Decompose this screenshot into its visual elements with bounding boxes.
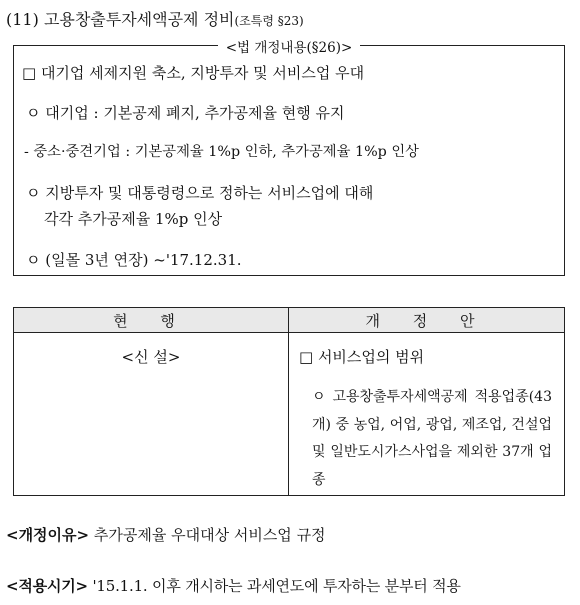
amendment-legend: <법 개정내용(§26)> [14,36,564,56]
amendment-item: ㅇ 대기업 : 기본공제 폐지, 추가공제율 현행 유지 [26,104,345,122]
amendment-item: □ 대기업 세제지원 축소, 지방투자 및 서비스업 우대 [22,64,365,82]
table-header [14,308,564,333]
amendment-item: ㅇ (일몰 3년 연장) ~'17.12.31. [26,251,242,269]
proposed-body: ㅇ 고용창출투자세액공제 적용업종(43개) 중 농업, 어업, 광업, 제조업, 건설업 및 일반도시가스사업을 제외한 37개 업종 [312,389,552,488]
reason-line [6,524,326,545]
legal-reference: (조특령 §23) [234,14,304,28]
section-title [6,7,304,30]
amendment-item: - 중소·중견기업 : 기본공제율 1%p 인하, 추가공제율 1%p 인상 [24,144,419,160]
amendment-box [13,40,565,276]
reason-text: 추가공제율 우대대상 서비스업 규정 [93,526,326,544]
column-proposed: 개 정 안 [365,312,489,330]
current-cell: <신 설> [121,348,181,366]
effective-text: '15.1.1. 이후 개시하는 과세연도에 투자하는 분부터 적용 [92,577,461,595]
amendment-item: ㅇ 지방투자 및 대통령령으로 정하는 서비스업에 대해 [26,184,374,202]
proposed-heading: □ 서비스업의 범위 [299,348,425,366]
reason-label: <개정이유> [6,526,90,544]
comparison-table [13,307,565,496]
effective-label: <적용시기> [6,577,88,595]
column-divider [288,308,289,495]
section-heading: 고용창출투자세액공제 정비 [43,10,235,29]
effective-line [6,575,461,596]
column-current: 현 행 [113,312,189,330]
section-number: (11) [6,10,39,29]
amendment-item: 각각 추가공제율 1%p 인상 [44,210,223,228]
